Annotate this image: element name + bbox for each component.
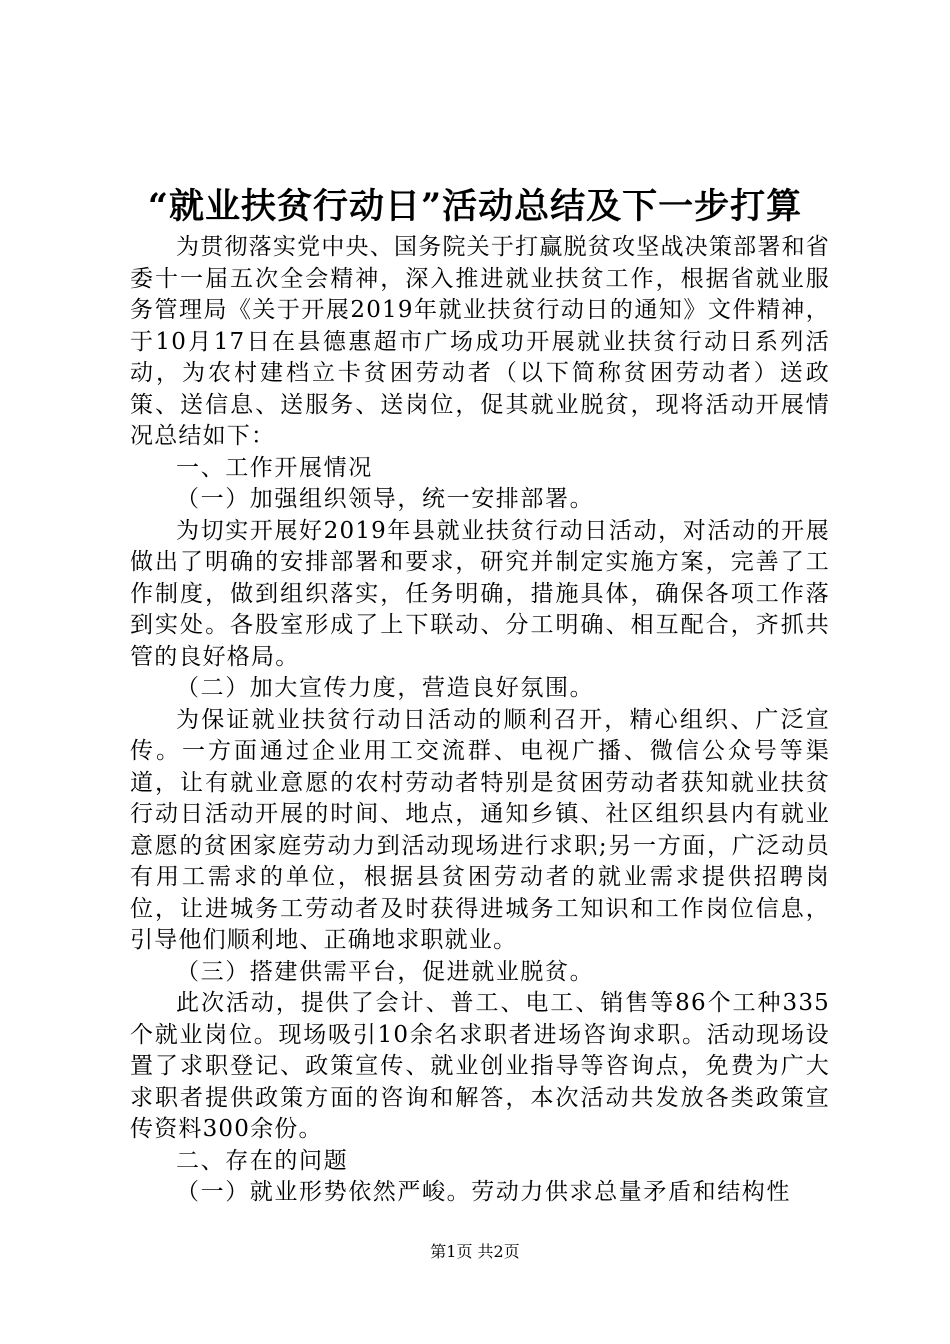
page-footer: 第1页 共2页 — [430, 1242, 520, 1261]
subsection-heading-4: （一）就业形势依然严峻。劳动力供求总量矛盾和结构性 — [176, 1179, 791, 1205]
section-heading-2: 二、存在的问题 — [176, 1147, 349, 1174]
paragraph-intro: 为贯彻落实党中央、国务院关于打赢脱贫攻坚战决策部署和省委十一届五次全会精神，深入推进就业扶贫工作，根据省就业服务管理局《关于开展2019年就业扶贫行动日的通知》文件精神，于10月17日在县德惠超市广场成功开展就业扶贫行动日系列活动，为农村建档立卡贫困劳动者（以下简称贫困劳动者）送政策、送信息、送服务、送岗位，促其就业脱贫，现将活动开展情况总结如下： — [130, 234, 830, 449]
subsection-heading-3: （三）搭建供需平台，促进就业脱贫。 — [176, 958, 595, 985]
paragraph-organization: 为切实开展好2019年县就业扶贫行动日活动，对活动的开展做出了明确的安排部署和要求，研究并制定实施方案，完善了工作制度，做到组织落实，任务明确，措施具体，确保各项工作落到实处。各股室形成了上下联动、分工明确、相互配合，齐抓共管的良好格局。 — [130, 517, 830, 670]
paragraph-platform: 此次活动，提供了会计、普工、电工、销售等86个工种335个就业岗位。现场吸引10余名求职者进场咨询求职。活动现场设置了求职登记、政策宣传、就业创业指导等咨询点，免费为广大求职者提供政策方面的咨询和解答，本次活动共发放各类政策宣传资料300余份。 — [130, 990, 830, 1142]
document-body — [130, 232, 830, 1209]
section-heading-1: 一、工作开展情况 — [176, 454, 373, 481]
paragraph-publicity: 为保证就业扶贫行动日活动的顺利召开，精心组织、广泛宣传。一方面通过企业用工交流群、电视广播、微信公众号等渠道，让有就业意愿的农村劳动者特别是贫困劳动者获知就业扶贫行动日活动开展的时间、地点，通知乡镇、社区组织县内有就业意愿的贫困家庭劳动力到活动现场进行求职;另一方面，广泛动员有用工需求的单位，根据县贫困劳动者的就业需求提供招聘岗位，让进城务工劳动者及时获得进城务工知识和工作岗位信息，引导他们顺利地、正确地求职就业。 — [130, 706, 830, 953]
subsection-heading-1: （一）加强组织领导，统一安排部署。 — [176, 486, 595, 512]
subsection-heading-2: （二）加大宣传力度，营造良好氛围。 — [176, 675, 595, 701]
document-title: “就业扶贫行动日”活动总结及下一步打算 — [147, 186, 803, 227]
